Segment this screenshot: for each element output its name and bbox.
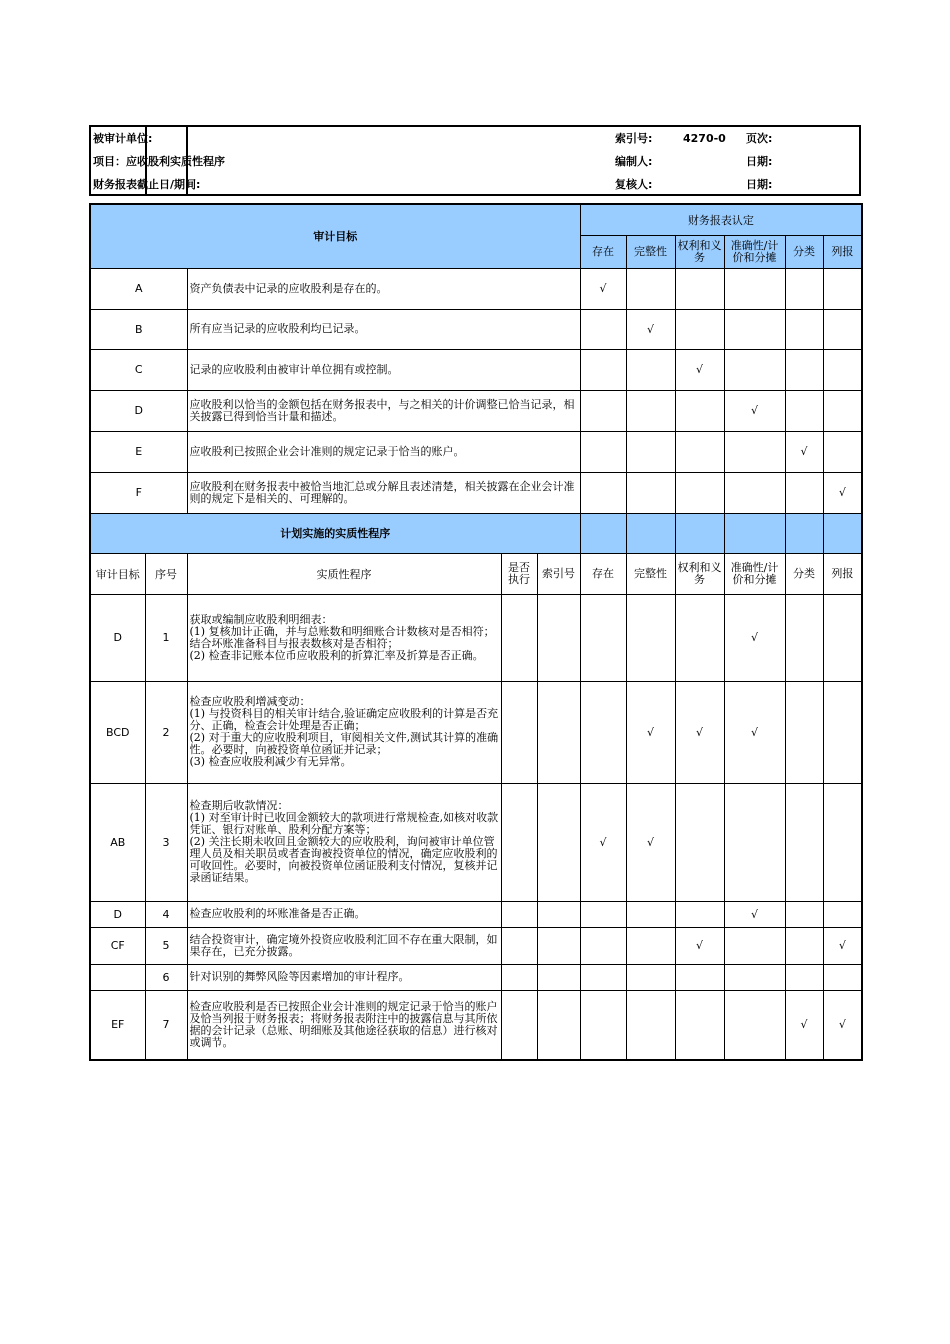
assertion-check	[785, 309, 823, 349]
assertion-check	[785, 594, 823, 681]
procedure-line: 获取或编制应收股利明细表：	[189, 612, 333, 626]
assertion-check: √	[626, 783, 675, 901]
objectives-title: 审计目标	[90, 204, 580, 268]
objective-text: 记录的应收股利由被审计单位拥有或控制。	[187, 349, 580, 390]
assertion-check: √	[724, 594, 785, 681]
date-label-2: 日期:	[746, 178, 773, 191]
assertion-check	[675, 783, 724, 901]
col-header-seq: 序号	[145, 553, 187, 594]
objective-code: E	[90, 431, 187, 472]
procedure-row	[90, 927, 862, 964]
assertion-check	[724, 309, 785, 349]
executed-cell[interactable]	[501, 964, 537, 990]
procedure-seq: 5	[145, 927, 187, 964]
assertion-check	[785, 349, 823, 390]
procedure-line: (2) 关注长期未收回且金额较大的应收股利，询问被审计单位管理人员及相关职员或者查询被投资单位的情况，确定应收股利的可收回性。必要时，向被投资单位函证股利支付情况，复核并记录函证结果。	[189, 835, 498, 884]
procedure-line: 针对识别的舞弊风险等因素增加的审计程序。	[189, 970, 410, 983]
index-cell[interactable]	[537, 681, 580, 783]
objective-text: 所有应当记录的应收股利均已记录。	[187, 309, 580, 349]
assertion-check: √	[675, 349, 724, 390]
procedure-seq: 1	[145, 594, 187, 681]
assertion-check	[626, 431, 675, 472]
objective-text: 应收股利以恰当的金额包括在财务报表中，与之相关的计价调整已恰当记录，相关披露已得到恰当计量和描述。	[187, 390, 580, 431]
entity-label: 被审计单位:	[93, 132, 153, 145]
index-cell[interactable]	[537, 927, 580, 964]
preparer-label: 编制人:	[615, 155, 653, 168]
reviewer-label: 复核人:	[615, 178, 653, 191]
objective-row	[90, 349, 862, 390]
assertion-check	[785, 390, 823, 431]
procedure-text	[187, 783, 501, 901]
project-label: 项目：应收股利实质性程序	[93, 155, 225, 168]
index-cell[interactable]	[537, 783, 580, 901]
col-header-procedure: 实质性程序	[187, 553, 501, 594]
assertion-check	[785, 783, 823, 901]
assertion-check	[785, 927, 823, 964]
assertion-check	[724, 268, 785, 309]
procedure-line: 结合投资审计，确定境外投资应收股利汇回不存在重大限制，如果存在，已充分披露。	[189, 932, 498, 958]
assertion-header-completeness: 完整性	[626, 235, 675, 268]
assertion-check: √	[823, 990, 862, 1060]
procedure-seq: 2	[145, 681, 187, 783]
document-header	[89, 125, 861, 196]
assertion-check	[823, 783, 862, 901]
assertion-check: √	[724, 390, 785, 431]
procedure-seq: 7	[145, 990, 187, 1060]
col-header-objective: 审计目标	[90, 553, 145, 594]
index-label: 索引号:	[615, 132, 653, 145]
assertion-check	[580, 472, 626, 513]
index-cell[interactable]	[537, 964, 580, 990]
executed-cell[interactable]	[501, 681, 537, 783]
assertion-check: √	[785, 431, 823, 472]
objective-code: F	[90, 472, 187, 513]
procedure-text	[187, 901, 501, 927]
assertion-check: √	[823, 927, 862, 964]
executed-cell[interactable]	[501, 594, 537, 681]
procedure-line: 检查应收股利的坏账准备是否正确。	[189, 907, 366, 920]
assertion-check	[675, 990, 724, 1060]
procedure-text	[187, 681, 501, 783]
assertion-check	[724, 349, 785, 390]
assertion-check	[580, 594, 626, 681]
procedure-line: (1) 与投资科目的相关审计结合,验证确定应收股利的计算是否充分、正确，检查会计处理是否正确；	[189, 707, 499, 732]
col-header-classification: 分类	[785, 553, 823, 594]
col-header-index: 索引号	[537, 553, 580, 594]
col-header-executed: 是否执行	[501, 553, 537, 594]
objective-code: A	[90, 268, 187, 309]
index-cell[interactable]	[537, 901, 580, 927]
assertion-check	[580, 681, 626, 783]
assertion-check	[675, 268, 724, 309]
procedure-objective: BCD	[90, 681, 145, 783]
objective-text: 应收股利已按照企业会计准则的规定记录于恰当的账户。	[187, 431, 580, 472]
procedure-row	[90, 964, 862, 990]
assertion-check	[675, 472, 724, 513]
assertion-check: √	[626, 681, 675, 783]
objective-text: 资产负债表中记录的应收股利是存在的。	[187, 268, 580, 309]
procedure-objective	[90, 964, 145, 990]
procedure-text	[187, 927, 501, 964]
assertion-check	[724, 990, 785, 1060]
assertion-check	[626, 927, 675, 964]
assertion-check	[675, 431, 724, 472]
assertion-check	[823, 964, 862, 990]
assertion-check	[580, 964, 626, 990]
procedure-objective: D	[90, 594, 145, 681]
assertion-check	[724, 472, 785, 513]
procedure-seq: 4	[145, 901, 187, 927]
assertion-check	[580, 349, 626, 390]
index-cell[interactable]	[537, 990, 580, 1060]
procedure-line: (2) 对于重大的应收股利项目，审阅相关文件,测试其计算的准确性。必要时，向被投资单位函证并记录；	[189, 731, 499, 756]
assertion-check: √	[785, 990, 823, 1060]
index-cell[interactable]	[537, 594, 580, 681]
assertion-check	[785, 681, 823, 783]
col-header-presentation: 列报	[823, 553, 862, 594]
assertion-check: √	[823, 472, 862, 513]
assertion-check: √	[580, 268, 626, 309]
page-label: 页次:	[746, 132, 773, 145]
col-header-existence: 存在	[580, 553, 626, 594]
assertion-check	[675, 390, 724, 431]
assertion-check	[580, 990, 626, 1060]
procedure-row	[90, 901, 862, 927]
assertion-check	[626, 268, 675, 309]
assertion-header-rights: 权利和义务	[675, 235, 724, 268]
assertion-check	[580, 431, 626, 472]
assertion-check	[626, 349, 675, 390]
assertion-check	[626, 594, 675, 681]
assertion-check	[675, 594, 724, 681]
procedure-line: 检查期后收款情况：	[189, 799, 289, 812]
assertion-check	[675, 309, 724, 349]
col-header-completeness: 完整性	[626, 553, 675, 594]
assertion-check	[823, 309, 862, 349]
procedure-text	[187, 594, 501, 681]
assertion-check	[580, 390, 626, 431]
assertion-check	[580, 901, 626, 927]
col-header-rights: 权利和义务	[675, 553, 724, 594]
objective-code: D	[90, 390, 187, 431]
assertion-check: √	[580, 783, 626, 901]
assertion-check	[785, 964, 823, 990]
objective-code: B	[90, 309, 187, 349]
assertion-check	[823, 431, 862, 472]
assertion-check: √	[724, 681, 785, 783]
audit-program-table	[89, 203, 863, 1061]
assertion-check	[823, 681, 862, 783]
assertion-check	[823, 349, 862, 390]
assertion-check	[675, 901, 724, 927]
assertion-check	[785, 472, 823, 513]
procedure-line: 检查应收股利是否已按照企业会计准则的规定记录于恰当的账户及恰当列报于财务报表；将财务报表附注中的披露信息与其所依据的会计记录（总账、明细账及其他途径获取的信息）进行核对或调节。	[189, 999, 498, 1049]
procedure-line: 检查应收股利增减变动：	[189, 695, 311, 708]
objective-row	[90, 268, 862, 309]
procedures-title: 计划实施的实质性程序	[90, 513, 580, 553]
objective-code: C	[90, 349, 187, 390]
procedure-row	[90, 990, 862, 1060]
assertion-check: √	[675, 927, 724, 964]
assertion-check	[580, 309, 626, 349]
assertion-check	[626, 964, 675, 990]
assertion-check	[580, 927, 626, 964]
assertion-header-presentation: 列报	[823, 235, 862, 268]
procedure-seq: 3	[145, 783, 187, 901]
assertion-check	[724, 927, 785, 964]
assertion-check	[626, 390, 675, 431]
assertion-header-existence: 存在	[580, 235, 626, 268]
procedure-objective: D	[90, 901, 145, 927]
executed-cell[interactable]	[501, 901, 537, 927]
assertion-check	[785, 268, 823, 309]
procedure-row	[90, 783, 862, 901]
procedure-row	[90, 594, 862, 681]
procedure-objective: EF	[90, 990, 145, 1060]
assertions-group-header: 财务报表认定	[580, 204, 862, 235]
procedure-objective: AB	[90, 783, 145, 901]
assertion-check	[823, 390, 862, 431]
objective-row	[90, 309, 862, 349]
date-label-1: 日期:	[746, 155, 773, 168]
assertion-check	[626, 472, 675, 513]
assertion-check	[785, 901, 823, 927]
executed-cell[interactable]	[501, 990, 537, 1060]
procedure-line: (1) 对至审计时已收回金额较大的款项进行常规检查,如核对收款凭证、银行对账单、股利分配方案等；	[189, 811, 499, 836]
executed-cell[interactable]	[501, 783, 537, 901]
executed-cell[interactable]	[501, 927, 537, 964]
assertion-check	[626, 901, 675, 927]
procedure-line: (2) 检查非记账本位币应收股利的折算汇率及折算是否正确。	[189, 648, 484, 662]
assertion-check	[724, 783, 785, 901]
procedure-objective: CF	[90, 927, 145, 964]
objective-text: 应收股利在财务报表中被恰当地汇总或分解且表述清楚，相关披露在企业会计准则的规定下是相关的、可理解的。	[187, 472, 580, 513]
procedure-text	[187, 964, 501, 990]
assertion-check	[823, 901, 862, 927]
assertion-check: √	[724, 901, 785, 927]
assertion-check	[823, 268, 862, 309]
assertion-check: √	[626, 309, 675, 349]
col-header-valuation: 准确性/计价和分摊	[724, 553, 785, 594]
objective-row	[90, 431, 862, 472]
objective-row	[90, 472, 862, 513]
procedure-text	[187, 990, 501, 1060]
assertion-header-classification: 分类	[785, 235, 823, 268]
assertion-header-valuation: 准确性/计价和分摊	[724, 235, 785, 268]
assertion-check	[823, 594, 862, 681]
assertion-check	[724, 964, 785, 990]
index-value: 4270-0	[683, 132, 726, 145]
assertion-check	[626, 990, 675, 1060]
assertion-check: √	[675, 681, 724, 783]
procedure-line: (3) 检查应收股利减少有无异常。	[189, 755, 352, 768]
procedure-line: (1) 复核加计正确，并与总账数和明细账合计数核对是否相符；结合坏账准备科目与报表数核对是否相符；	[189, 624, 495, 650]
assertion-check	[675, 964, 724, 990]
objective-row	[90, 390, 862, 431]
procedure-seq: 6	[145, 964, 187, 990]
procedure-row	[90, 681, 862, 783]
assertion-check	[724, 431, 785, 472]
period-label: 财务报表截止日/期间:	[93, 178, 201, 191]
